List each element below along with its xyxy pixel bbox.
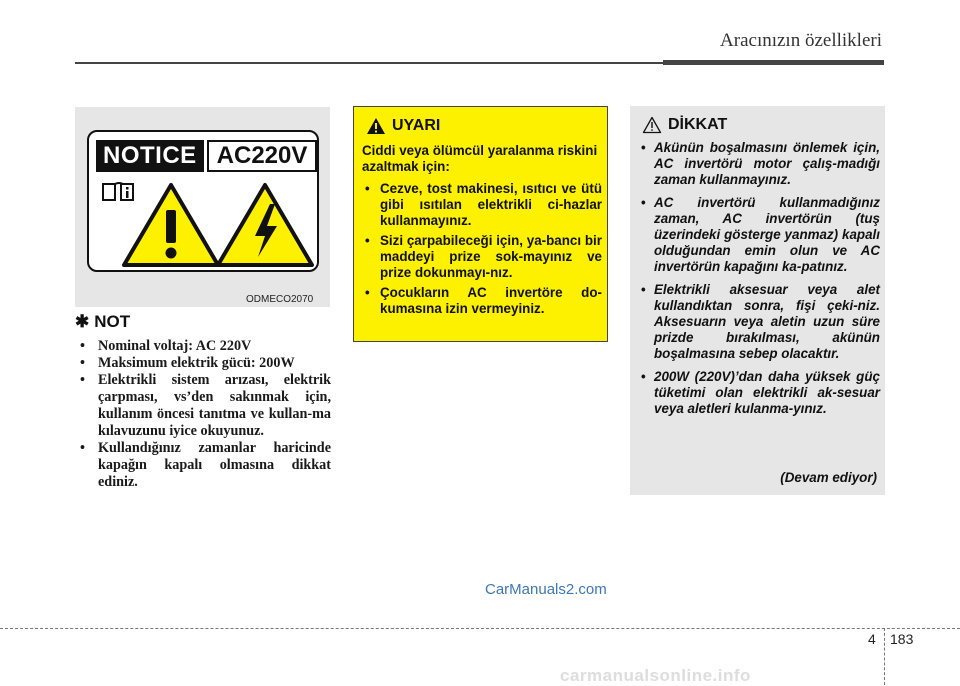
warning-box: [353, 106, 608, 342]
page-header-title: Aracınızın özellikleri: [720, 30, 882, 51]
warning-item: • Sizi çarpabileceği için, ya-bancı bir maddeyi prize sok-mayınız ve prize dokunmayı-nız.: [362, 233, 602, 281]
footer-brand: carmanualsonline.info: [560, 666, 751, 685]
note-list: [75, 338, 331, 491]
caution-heading-label: DİKKAT: [668, 116, 728, 133]
footer-section-number: 4: [868, 631, 876, 647]
warning-list: [362, 181, 602, 321]
warning-intro: Ciddi veya ölümcül yaralanma riskini azaltmak için:: [362, 143, 598, 174]
continued-note: (Devam ediyor): [780, 470, 877, 485]
caution-heading: [642, 116, 727, 134]
footer-page-number: 183: [890, 631, 914, 647]
watermark-link[interactable]: CarManuals2.com: [485, 581, 607, 598]
note-item: • Kullandığınız zamanlar haricinde kapağın kapalı olmasına dikkat ediniz.: [75, 440, 331, 491]
header-rule: [75, 62, 663, 64]
warning-heading: [366, 117, 440, 135]
notice-bar: [96, 140, 317, 172]
note-heading: [75, 312, 130, 332]
footer-divider: [884, 628, 885, 685]
general-warning-triangle-icon: [121, 182, 221, 268]
note-item: • Nominal voltaj: AC 220V: [75, 338, 331, 355]
footer-rule: [0, 628, 960, 629]
caution-box: [630, 106, 885, 495]
warning-heading-label: UYARI: [392, 117, 441, 134]
header-rule-accent: [663, 60, 884, 65]
caution-item: • Akünün boşalmasını önlemek için, AC invertörü motor çalış-madığı zaman kullanmayınız.: [638, 140, 880, 188]
notice-word: NOTICE: [96, 140, 204, 172]
note-heading-label: NOT: [94, 312, 131, 331]
caution-triangle-icon: [642, 116, 662, 134]
caution-item: • 200W (220V)’dan daha yüksek güç tüketimi olan elektrikli ak-sesuar veya aletleri kulanma-yınız.: [638, 369, 880, 417]
image-code: ODMECO2070: [246, 294, 314, 305]
star-icon: ✱: [75, 312, 90, 331]
caution-item: • AC invertörü kullanmadığınız zaman, AC invertörün (tuş üzerindeki gösterge yanmaz) kapalı olduğundan emin olun ve AC invertörün kapağını ka-patınız.: [638, 195, 880, 275]
note-item: • Elektrikli sistem arızası, elektrik çarpması, vs’den sakınmak için, kullanım öncesi tanıtma ve kullan-ma kılavuzunu iyice okuyunuz.: [75, 372, 331, 440]
notice-label: [87, 130, 319, 272]
caution-item: • Elektrikli aksesuar veya alet kullandıktan sonra, fişi çeki-niz. Aksesuarın veya aletin uzun süre prizde bırakılması, akünün boşalmasına sebep olacaktır.: [638, 282, 880, 362]
warning-triangle-icon: [366, 117, 386, 135]
electric-shock-triangle-icon: [215, 182, 315, 268]
caution-list: [638, 140, 880, 424]
notice-voltage: AC220V: [207, 140, 318, 172]
warning-item: • Çocukların AC invertöre do-kumasına izin vermeyiniz.: [362, 285, 602, 317]
warning-item: • Cezve, tost makinesi, ısıtıcı ve ütü gibi ısıtılan elektrikli ci-hazlar kullanmayınız.: [362, 181, 602, 229]
note-item: • Maksimum elektrik gücü: 200W: [75, 355, 331, 372]
